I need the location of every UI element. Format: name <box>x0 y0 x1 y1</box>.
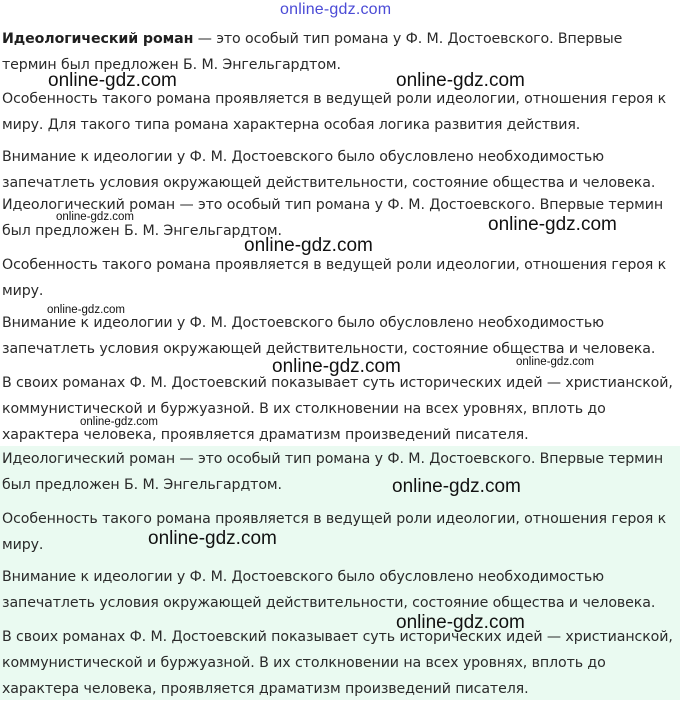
watermark: online-gdz.com <box>48 70 177 91</box>
block3-paragraph-4: В своих романах Ф. М. Достоевский показывает суть исторических идей — христианской, коммунистической и буржуазной. В их столкновении на всех уровнях, вплоть до характера человека, проявляется драматизм произведений писателя. <box>2 629 673 697</box>
block3-paragraph-1: Идеологический роман — это особый тип романа у Ф. М. Достоевского. Впервые термин был предложен Б. М. Энгельгардтом. <box>2 451 664 493</box>
block1-paragraph-1-text: — это особый тип романа у Ф. М. Достоевского. Впервые термин был предложен Б. М. Энгельгардтом. <box>2 31 623 73</box>
watermark: online-gdz.com <box>80 416 158 428</box>
block1-paragraph-2: Особенность такого романа проявляется в ведущей роли идеологии, отношения героя к миру. Для такого типа романа характерна особая логика развития действия. <box>2 91 667 133</box>
watermark: online-gdz.com <box>516 356 594 368</box>
term-bold: Идеологический роман <box>2 31 194 47</box>
watermark: online-gdz.com <box>47 304 125 316</box>
watermark: online-gdz.com <box>272 356 401 377</box>
block2-paragraph-3: Внимание к идеологии у Ф. М. Достоевского было обусловлено необходимостью запечатлеть условия окружающей действительности, состояние общества и человека. <box>2 315 656 357</box>
watermark: online-gdz.com <box>396 612 525 633</box>
block2-paragraph-1: Идеологический роман — это особый тип романа у Ф. М. Достоевского. Впервые термин был предложен Б. М. Энгельгардтом. <box>2 197 664 239</box>
watermark: online-gdz.com <box>244 235 373 256</box>
watermark: online-gdz.com <box>392 476 521 497</box>
watermark-top: online-gdz.com <box>280 1 392 18</box>
watermark: online-gdz.com <box>488 214 617 235</box>
block2-paragraph-2: Особенность такого романа проявляется в ведущей роли идеологии, отношения героя к миру. <box>2 257 667 299</box>
watermark: online-gdz.com <box>396 70 525 91</box>
block1-paragraph-3: Внимание к идеологии у Ф. М. Достоевского было обусловлено необходимостью запечатлеть условия окружающей действительности, состояние общества и человека. <box>2 149 656 191</box>
block3-paragraph-3: Внимание к идеологии у Ф. М. Достоевского было обусловлено необходимостью запечатлеть условия окружающей действительности, состояние общества и человека. <box>2 569 656 611</box>
watermark: online-gdz.com <box>148 528 277 549</box>
block3-paragraph-2: Особенность такого романа проявляется в ведущей роли идеологии, отношения героя к миру. <box>2 511 667 553</box>
block2-paragraph-4: В своих романах Ф. М. Достоевский показывает суть исторических идей — христианской, коммунистической и буржуазной. В их столкновении на всех уровнях, вплоть до характера человека, проявляется драматизм произведений писателя. <box>2 375 673 443</box>
watermark: online-gdz.com <box>56 211 134 223</box>
